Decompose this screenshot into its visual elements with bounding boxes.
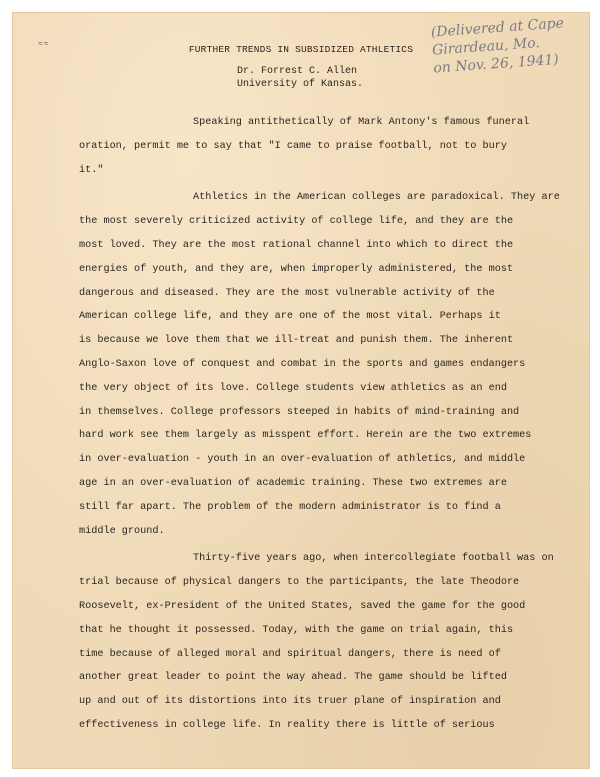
text-line: another great leader to point the way ahead. The game should be lifted: [79, 672, 507, 684]
text-line: the most severely criticized activity of college life, and they are the: [79, 216, 514, 228]
text-line: oration, permit me to say that "I came to praise football, not to bury: [79, 140, 507, 152]
text-line: that he thought it possessed. Today, with the game on trial again, this: [79, 624, 514, 636]
text-line: in themselves. College professors steeped in habits of mind-training and: [79, 406, 520, 418]
text-line: Speaking antithetically of Mark Antony's famous funeral: [193, 117, 530, 128]
text-line: hard work see them largely as misspent effort. Herein are the two extremes: [79, 430, 532, 442]
annotation-line: on Nov. 26, 1941): [432, 51, 560, 77]
text-line: age in an over-evaluation of academic training. These two extremes are: [79, 477, 507, 489]
text-line: trial because of physical dangers to the participants, the late Theodore: [79, 577, 520, 589]
author-block: [237, 65, 363, 91]
text-line: dangerous and diseased. They are the most vulnerable activity of the: [79, 287, 495, 299]
author-affiliation: University of Kansas.: [237, 79, 364, 90]
text-line: still far apart. The problem of the modern administrator is to find a: [79, 501, 501, 513]
paragraph-1: [79, 111, 569, 182]
paragraph-2: [79, 186, 569, 543]
text-line: in over-evaluation - youth in an over-evaluation of athletics, and middle: [79, 454, 526, 466]
text-line: Anglo-Saxon love of conquest and combat in the sports and games endangers: [79, 358, 526, 370]
text-line: Roosevelt, ex-President of the United States, saved the game for the good: [79, 600, 526, 612]
text-line: energies of youth, and they are, when improperly administered, the most: [79, 263, 514, 275]
text-line: American college life, and they are one of the most vital. Perhaps it: [79, 311, 501, 323]
annotation-line: (Delivered at Cape: [430, 15, 565, 41]
text-line: most loved. They are the most rational channel into which to direct the: [79, 239, 514, 251]
document-title: FURTHER TRENDS IN SUBSIDIZED ATHLETICS: [188, 44, 414, 55]
text-line: time because of alleged moral and spiritual dangers, there is need of: [79, 648, 501, 660]
text-line: it.": [79, 164, 104, 176]
text-line: Athletics in the American colleges are paradoxical. They are: [193, 192, 560, 204]
text-line: Thirty-five years ago, when intercollegiate football was on: [193, 553, 554, 565]
staple-mark: ≈≈: [38, 40, 50, 49]
text-line: middle ground.: [79, 525, 165, 537]
text-line: up and out of its distortions into its truer plane of inspiration and: [79, 696, 501, 708]
text-line: effectiveness in college life. In reality there is little of serious: [79, 719, 495, 731]
document-body: [79, 111, 569, 738]
text-line: is because we love them that we ill-treat and punish them. The inherent: [79, 335, 514, 347]
paragraph-3: [79, 547, 569, 737]
annotation-line: Girardeau, Mo.: [431, 35, 541, 59]
author-name: Dr. Forrest C. Allen: [237, 66, 358, 77]
text-line: the very object of its love. College students view athletics as an end: [79, 382, 507, 394]
document-page: [12, 12, 590, 769]
